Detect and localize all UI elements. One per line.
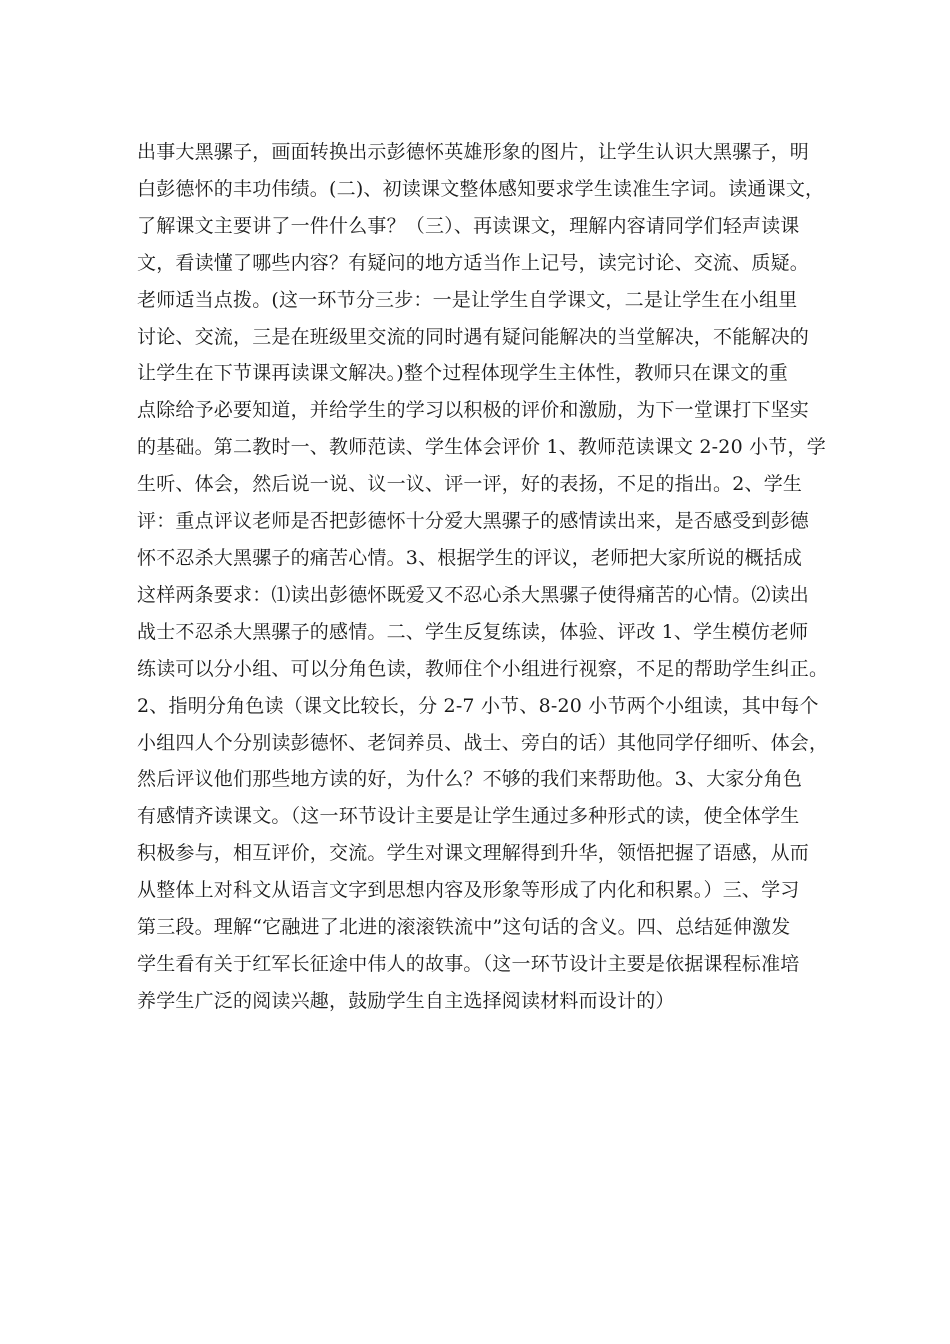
text-line: 积极参与，相互评价，交流。学生对课文理解得到升华，领悟把握了语感，从而	[137, 842, 810, 865]
document-body	[137, 134, 827, 1020]
text-line: 2、指明分角色读（课文比较长，分 2-7 小节、8-20 小节两个小组读，其中每个	[137, 694, 819, 717]
text-line: 怀不忍杀大黑骡子的痛苦心情。3、根据学生的评议，老师把大家所说的概括成	[137, 546, 803, 569]
text-line: 生听、体会，然后说一说、议一议、评一评，好的表扬，不足的指出。2、学生	[137, 473, 803, 496]
text-line: 讨论、交流，三是在班级里交流的同时遇有疑问能解决的当堂解决，不能解决的	[137, 325, 810, 348]
text-line: 的基础。第二教时一、教师范读、学生体会评价 1、教师范读课文 2-20 小节，学	[137, 436, 826, 459]
text-line: 有感情齐读课文。（这一环节设计主要是让学生通过多种形式的读，使全体学生	[137, 805, 800, 828]
text-line: 练读可以分小组、可以分角色读，教师住个小组进行视察，不足的帮助学生纠正。	[137, 657, 829, 680]
text-line: 让学生在下节课再读课文解决。)整个过程体现学生主体性，教师只在课文的重	[137, 362, 788, 385]
text-line: 了解课文主要讲了一件什么事？（三）、再读课文，理解内容请同学们轻声读课	[137, 214, 800, 237]
text-line: 从整体上对科文从语言文字到思想内容及形象等形成了内化和积累。）三、学习	[137, 879, 800, 902]
text-line: 学生看有关于红军长征途中伟人的故事。（这一环节设计主要是依据课程标准培	[137, 952, 800, 975]
text-line: 这样两条要求：⑴读出彭德怀既爱又不忍心杀大黑骡子使得痛苦的心情。⑵读出	[137, 583, 810, 606]
text-line: 点除给予必要知道，并给学生的学习以积极的评价和激励，为下一堂课打下坚实	[137, 399, 810, 422]
text-line: 小组四人个分别读彭德怀、老饲养员、战士、旁白的话）其他同学仔细听、体会，	[137, 731, 829, 754]
text-line: 出事大黑骡子，画面转换出示彭德怀英雄形象的图片，让学生认识大黑骡子，明	[137, 141, 810, 163]
text-line: 第三段。理解“它融进了北进的滚滚铁流中”这句话的含义。四、总结延伸激发	[137, 916, 791, 939]
text-line: 白彭德怀的丰功伟绩。(二)、初读课文整体感知要求学生读准生字词。读通课文，	[137, 177, 825, 200]
text-line: 老师适当点拨。(这一环节分三步：一是让学生自学课文，二是让学生在小组里	[137, 288, 798, 311]
text-line: 养学生广泛的阅读兴趣，鼓励学生自主选择阅读材料而设计的）	[137, 989, 675, 1012]
text-line: 评：重点评议老师是否把彭德怀十分爱大黑骡子的感情读出来，是否感受到彭德	[137, 510, 810, 533]
text-line: 然后评议他们那些地方读的好，为什么？不够的我们来帮助他。3、大家分角色	[137, 768, 803, 791]
text-line: 战士不忍杀大黑骡子的感情。二、学生反复练读，体验、评改 1、学生模仿老师	[137, 620, 809, 643]
text-line: 文，看读懂了哪些内容？有疑问的地方适当作上记号，读完讨论、交流、质疑。	[137, 251, 810, 274]
